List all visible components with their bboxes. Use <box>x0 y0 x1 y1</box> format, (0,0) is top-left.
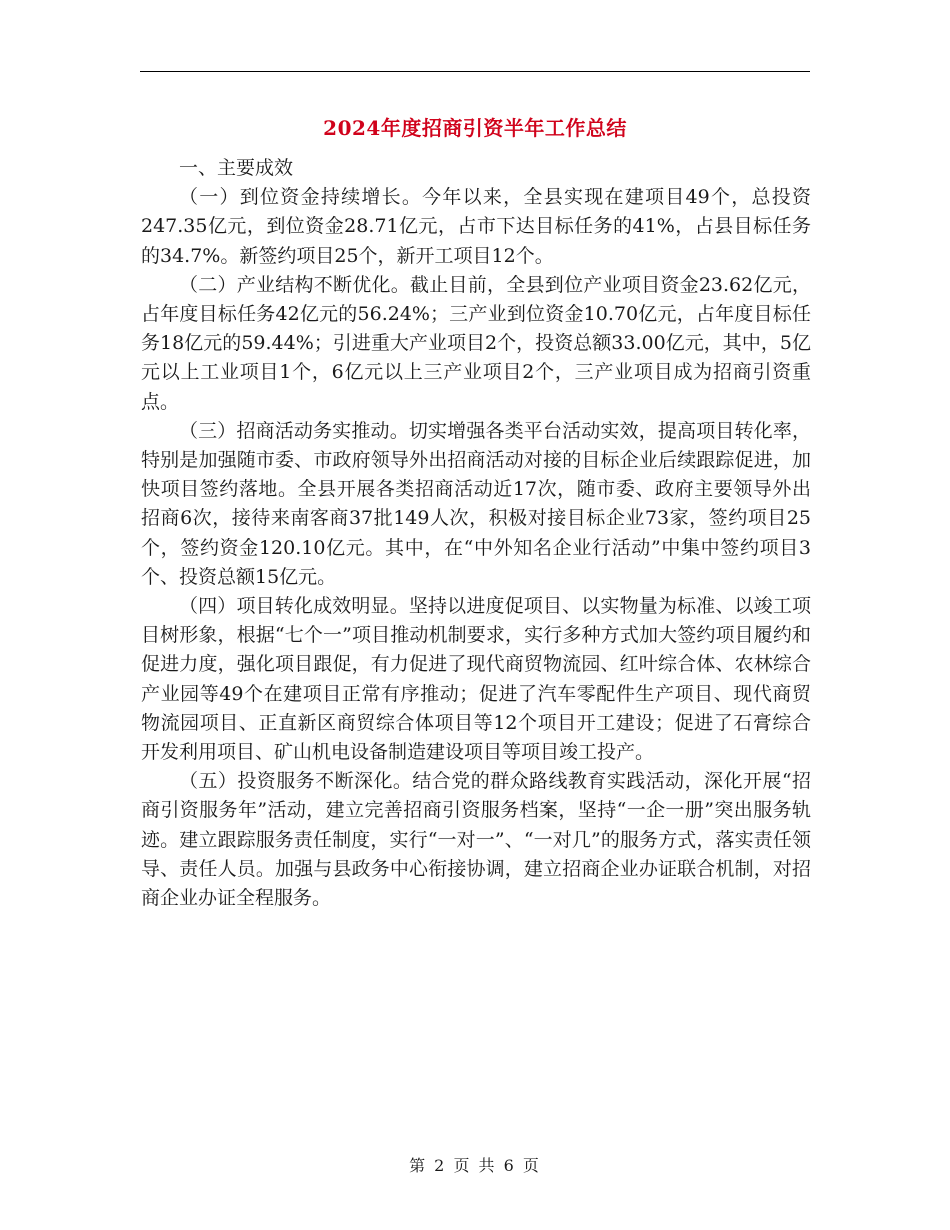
header-rule <box>140 71 810 72</box>
paragraph-2: （二）产业结构不断优化。截止目前，全县到位产业项目资金23.62亿元，占年度目标任务42亿元的56.24%；三产业到位资金10.70亿元，占年度目标任务18亿元的59.44%；引进重大产业项目2个，投资总额33.00亿元，其中，5亿元以上工业项目1个，6亿元以上三产业项目2个，三产业项目成为招商引资重点。 <box>141 273 811 413</box>
section-heading: 一、主要成效 <box>179 157 294 179</box>
page-footer: 第 2 页 共 6 页 <box>409 1156 541 1175</box>
paragraph-4: （四）项目转化成效明显。坚持以进度促项目、以实物量为标准、以竣工项目树形象，根据“七个一”项目推动机制要求，实行多种方式加大签约项目履约和促进力度，强化项目跟促，有力促进了现代商贸物流园、红叶综合体、农林综合产业园等49个在建项目正常有序推动；促进了汽车零配件生产项目、现代商贸物流园项目、正直新区商贸综合体项目等12个项目开工建设；促进了石膏综合开发利用项目、矿山机电设备制造建设项目等项目竣工投产。 <box>141 595 811 764</box>
paragraph-1: （一）到位资金持续增长。今年以来，全县实现在建项目49个，总投资247.35亿元，到位资金28.71亿元，占市下达目标任务的41%，占县目标任务的34.7%。新签约项目25个，新开工项目12个。 <box>141 186 811 267</box>
document-body <box>141 154 811 913</box>
paragraph-5: （五）投资服务不断深化。结合党的群众路线教育实践活动，深化开展“招商引资服务年”活动，建立完善招商引资服务档案，坚持“一企一册”突出服务轨迹。建立跟踪服务责任制度，实行“一对一”、“一对几”的服务方式，落实责任领导、责任人员。加强与县政务中心衔接协调，建立招商企业办证联合机制，对招商企业办证全程服务。 <box>141 770 811 910</box>
paragraph-3: （三）招商活动务实推动。切实增强各类平台活动实效，提高项目转化率，特别是加强随市委、市政府领导外出招商活动对接的目标企业后续跟踪促进，加快项目签约落地。全县开展各类招商活动近17次，随市委、政府主要领导外出招商6次，接待来南客商37批149人次，积极对接目标企业73家，签约项目25个，签约资金120.10亿元。其中，在“中外知名企业行活动”中集中签约项目3个、投资总额15亿元。 <box>141 419 811 588</box>
document-title: 2024年度招商引资半年工作总结 <box>323 116 627 140</box>
